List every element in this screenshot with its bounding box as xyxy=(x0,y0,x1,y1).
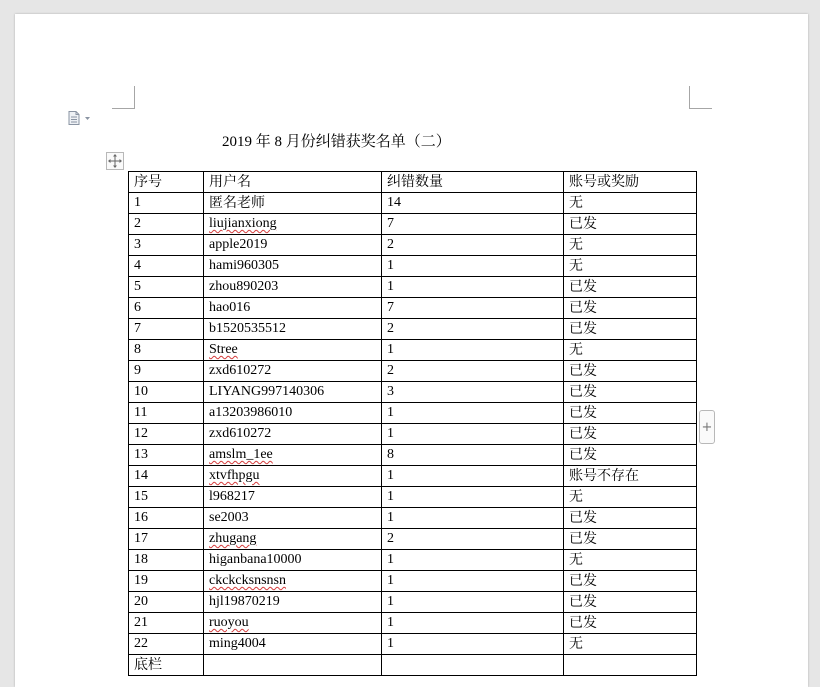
header-cell-user[interactable]: 用户名 xyxy=(204,172,382,193)
cell-reward[interactable]: 已发 xyxy=(564,298,697,319)
spellcheck-text: liujianxiong xyxy=(209,216,277,231)
cell-no[interactable]: 5 xyxy=(129,277,204,298)
cell-no[interactable]: 15 xyxy=(129,487,204,508)
cell-count[interactable]: 8 xyxy=(382,445,564,466)
cell-user[interactable] xyxy=(204,445,382,466)
cell-user[interactable]: zxd610272 xyxy=(204,424,382,445)
cell-count[interactable]: 1 xyxy=(382,613,564,634)
cell-no[interactable]: 19 xyxy=(129,571,204,592)
cell-user[interactable]: se2003 xyxy=(204,508,382,529)
plus-icon[interactable]: + xyxy=(699,410,715,444)
spellcheck-text: zhugang xyxy=(209,531,257,546)
cell-count[interactable]: 7 xyxy=(382,214,564,235)
cell-count[interactable]: 1 xyxy=(382,466,564,487)
cell-no[interactable]: 10 xyxy=(129,382,204,403)
cell-user[interactable]: apple2019 xyxy=(204,235,382,256)
cell-no[interactable]: 11 xyxy=(129,403,204,424)
cell-user[interactable]: l968217 xyxy=(204,487,382,508)
cell-reward[interactable]: 已发 xyxy=(564,214,697,235)
cell-reward[interactable]: 无 xyxy=(564,193,697,214)
empty-cell[interactable] xyxy=(204,655,382,676)
cell-count[interactable]: 1 xyxy=(382,403,564,424)
cell-no[interactable]: 2 xyxy=(129,214,204,235)
cell-no[interactable]: 13 xyxy=(129,445,204,466)
cell-reward[interactable]: 无 xyxy=(564,340,697,361)
cell-reward[interactable]: 已发 xyxy=(564,529,697,550)
cell-user[interactable] xyxy=(204,613,382,634)
cell-no[interactable]: 6 xyxy=(129,298,204,319)
spellcheck-text: ruoyou xyxy=(209,615,249,630)
cell-count[interactable]: 1 xyxy=(382,634,564,655)
table-row xyxy=(129,424,697,445)
cell-user[interactable]: ming4004 xyxy=(204,634,382,655)
cell-no[interactable]: 12 xyxy=(129,424,204,445)
cell-count[interactable]: 1 xyxy=(382,256,564,277)
table-row xyxy=(129,592,697,613)
spellcheck-text: Stree xyxy=(209,342,238,357)
table-row xyxy=(129,235,697,256)
cell-reward[interactable]: 已发 xyxy=(564,403,697,424)
cell-reward[interactable]: 已发 xyxy=(564,508,697,529)
cell-count[interactable]: 14 xyxy=(382,193,564,214)
cell-user[interactable]: zxd610272 xyxy=(204,361,382,382)
empty-cell[interactable] xyxy=(564,655,697,676)
cell-count[interactable]: 1 xyxy=(382,277,564,298)
cell-count[interactable]: 1 xyxy=(382,550,564,571)
margin-corner-top-left xyxy=(112,86,135,109)
cell-user[interactable] xyxy=(204,214,382,235)
cell-no[interactable]: 4 xyxy=(129,256,204,277)
cell-reward[interactable]: 已发 xyxy=(564,361,697,382)
cell-user[interactable]: hjl19870219 xyxy=(204,592,382,613)
cell-user[interactable] xyxy=(204,529,382,550)
document-page[interactable] xyxy=(15,14,808,687)
cell-reward[interactable]: 无 xyxy=(564,634,697,655)
cell-no[interactable]: 3 xyxy=(129,235,204,256)
header-cell-no[interactable]: 序号 xyxy=(129,172,204,193)
table-row xyxy=(129,634,697,655)
cell-reward[interactable]: 已发 xyxy=(564,319,697,340)
cell-count[interactable]: 1 xyxy=(382,592,564,613)
cell-user[interactable]: hami960305 xyxy=(204,256,382,277)
cell-count[interactable]: 2 xyxy=(382,361,564,382)
spellcheck-text: xtvfhpgu xyxy=(209,468,260,483)
cell-reward[interactable]: 已发 xyxy=(564,445,697,466)
cell-user[interactable]: 匿名老师 xyxy=(204,193,382,214)
cell-reward[interactable]: 已发 xyxy=(564,277,697,298)
cell-count[interactable]: 3 xyxy=(382,382,564,403)
table-row xyxy=(129,487,697,508)
cell-reward[interactable]: 无 xyxy=(564,550,697,571)
cell-no[interactable]: 14 xyxy=(129,466,204,487)
table-row xyxy=(129,529,697,550)
cell-user[interactable]: zhou890203 xyxy=(204,277,382,298)
cell-user[interactable]: LIYANG997140306 xyxy=(204,382,382,403)
cell-no[interactable]: 7 xyxy=(129,319,204,340)
cell-reward[interactable]: 已发 xyxy=(564,592,697,613)
spellcheck-text: amslm_1ee xyxy=(209,447,273,462)
cell-count[interactable]: 2 xyxy=(382,235,564,256)
cell-user[interactable]: a13203986010 xyxy=(204,403,382,424)
header-cell-reward[interactable]: 账号或奖励 xyxy=(564,172,697,193)
cell-count[interactable]: 2 xyxy=(382,529,564,550)
cell-count[interactable]: 7 xyxy=(382,298,564,319)
cell-user[interactable] xyxy=(204,340,382,361)
cell-user[interactable] xyxy=(204,466,382,487)
cell-no[interactable]: 9 xyxy=(129,361,204,382)
table-row xyxy=(129,298,697,319)
table-row xyxy=(129,361,697,382)
cell-reward[interactable]: 已发 xyxy=(564,571,697,592)
cell-count[interactable]: 2 xyxy=(382,319,564,340)
awards-table[interactable] xyxy=(128,171,697,676)
table-row xyxy=(129,508,697,529)
cell-count[interactable]: 1 xyxy=(382,424,564,445)
margin-corner-top-right xyxy=(689,86,712,109)
table-row xyxy=(129,445,697,466)
footer-label[interactable]: 底栏 xyxy=(129,655,204,676)
cell-reward[interactable]: 账号不存在 xyxy=(564,466,697,487)
cell-count[interactable]: 1 xyxy=(382,571,564,592)
table-row xyxy=(129,550,697,571)
cell-no[interactable]: 22 xyxy=(129,634,204,655)
table-row xyxy=(129,571,697,592)
table-row xyxy=(129,382,697,403)
cell-reward[interactable]: 已发 xyxy=(564,613,697,634)
document-icon[interactable] xyxy=(67,111,95,125)
table-row xyxy=(129,256,697,277)
cell-reward[interactable]: 无 xyxy=(564,256,697,277)
cell-no[interactable]: 8 xyxy=(129,340,204,361)
cell-count[interactable]: 1 xyxy=(382,508,564,529)
cell-count[interactable]: 1 xyxy=(382,340,564,361)
cell-reward[interactable]: 无 xyxy=(564,235,697,256)
table-row xyxy=(129,319,697,340)
table-row xyxy=(129,466,697,487)
cell-no[interactable]: 17 xyxy=(129,529,204,550)
cell-reward[interactable]: 已发 xyxy=(564,382,697,403)
table-row xyxy=(129,277,697,298)
document-title: 2019 年 8 月份纠错获奖名单（二） xyxy=(222,134,451,150)
header-row xyxy=(129,172,697,193)
cell-reward[interactable]: 无 xyxy=(564,487,697,508)
cell-no[interactable]: 1 xyxy=(129,193,204,214)
table-row xyxy=(129,613,697,634)
move-arrows-icon[interactable] xyxy=(106,152,124,170)
spellcheck-text: ckckcksnsnsn xyxy=(209,573,286,588)
cell-user[interactable] xyxy=(204,571,382,592)
cell-user[interactable]: b1520535512 xyxy=(204,319,382,340)
cell-count[interactable]: 1 xyxy=(382,487,564,508)
empty-cell[interactable] xyxy=(382,655,564,676)
cell-user[interactable]: higanbana10000 xyxy=(204,550,382,571)
cell-user[interactable]: hao016 xyxy=(204,298,382,319)
table-row xyxy=(129,214,697,235)
footer-row xyxy=(129,655,697,676)
table-row xyxy=(129,193,697,214)
table-row xyxy=(129,340,697,361)
cell-no[interactable]: 18 xyxy=(129,550,204,571)
cell-no[interactable]: 21 xyxy=(129,613,204,634)
cell-no[interactable]: 16 xyxy=(129,508,204,529)
cell-reward[interactable]: 已发 xyxy=(564,424,697,445)
header-cell-count[interactable]: 纠错数量 xyxy=(382,172,564,193)
cell-no[interactable]: 20 xyxy=(129,592,204,613)
table-row xyxy=(129,403,697,424)
